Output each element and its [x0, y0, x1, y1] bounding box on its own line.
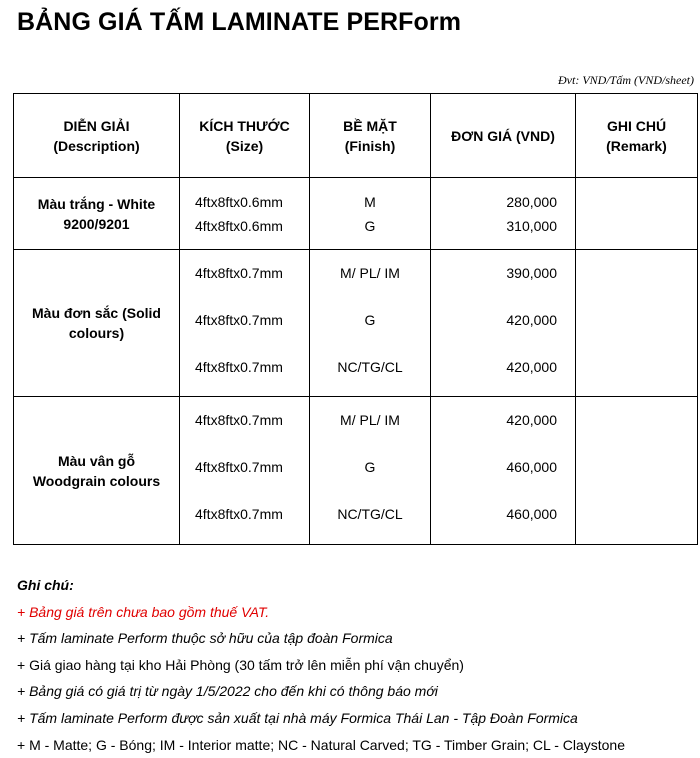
table-row-woodgrain [14, 397, 698, 545]
finish-cell: M/ PL/ IM G NC/TG/CL [310, 250, 431, 397]
unit-note: Đvt: VND/Tấm (VND/sheet) [558, 73, 694, 87]
finish-cell: M/ PL/ IM G NC/TG/CL [310, 397, 431, 545]
note-item-ownership: + Tấm laminate Perform thuộc sở hữu của tập đoàn Formica [17, 630, 393, 647]
header-size: KÍCH THƯỚC (Size) [180, 94, 310, 178]
notes-section [17, 572, 625, 758]
size-cell: 4ftx8ftx0.6mm 4ftx8ftx0.6mm [180, 178, 310, 250]
remark-cell [576, 250, 698, 397]
price-cell: 390,000 420,000 420,000 [431, 250, 576, 397]
size-cell: 4ftx8ftx0.7mm 4ftx8ftx0.7mm 4ftx8ftx0.7mm [180, 397, 310, 545]
desc-solid: Màu đơn sắc (Solid colours) [14, 250, 180, 397]
remark-cell [576, 397, 698, 545]
desc-white: Màu trắng - White 9200/9201 [14, 178, 180, 250]
price-table [13, 93, 698, 545]
finish-cell: M G [310, 178, 431, 250]
header-price: ĐƠN GIÁ (VND) [431, 94, 576, 178]
price-cell: 280,000 310,000 [431, 178, 576, 250]
table-row-solid [14, 250, 698, 397]
note-item-delivery: + Giá giao hàng tại kho Hải Phòng (30 tấm trở lên miễn phí vận chuyển) [17, 656, 464, 673]
desc-woodgrain: Màu vân gỗ Woodgrain colours [14, 397, 180, 545]
remark-cell [576, 178, 698, 250]
notes-heading: Ghi chú: [17, 577, 74, 593]
note-item-manufacture: + Tấm laminate Perform được sản xuất tại nhà máy Formica Thái Lan - Tập Đoàn Formica [17, 709, 578, 726]
page-title: BẢNG GIÁ TẤM LAMINATE PERForm [17, 8, 462, 36]
header-remark: GHI CHÚ (Remark) [576, 94, 698, 178]
note-item-vat: + Bảng giá trên chưa bao gồm thuế VAT. [17, 603, 270, 620]
header-finish: BỀ MẶT (Finish) [310, 94, 431, 178]
price-cell: 420,000 460,000 460,000 [431, 397, 576, 545]
table-header-row [14, 94, 698, 178]
table-row-white [14, 178, 698, 250]
note-item-legend: + M - Matte; G - Bóng; IM - Interior matte; NC - Natural Carved; TG - Timber Grain; CL - Claystone [17, 736, 626, 753]
size-cell: 4ftx8ftx0.7mm 4ftx8ftx0.7mm 4ftx8ftx0.7mm [180, 250, 310, 397]
header-description: DIỄN GIẢI (Description) [14, 94, 180, 178]
note-item-validity: + Bảng giá có giá trị từ ngày 1/5/2022 cho đến khi có thông báo mới [17, 683, 438, 700]
